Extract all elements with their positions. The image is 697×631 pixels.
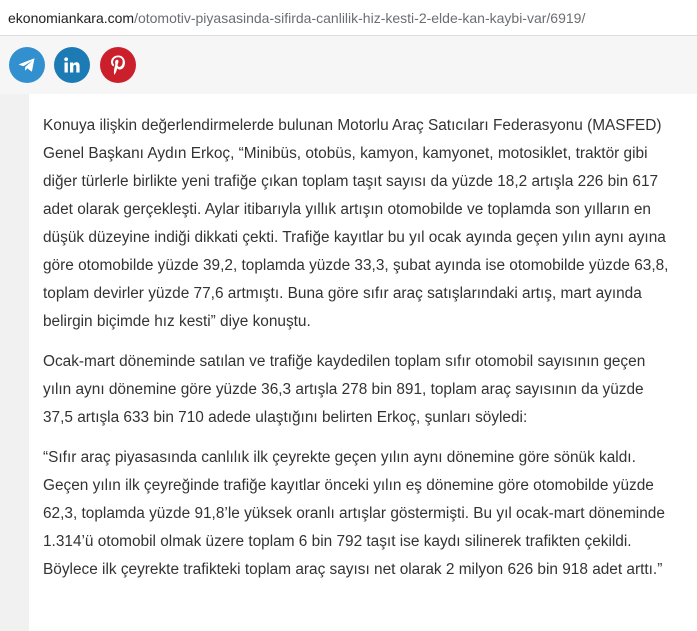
linkedin-icon: [64, 57, 80, 73]
article-paragraph: “Sıfır araç piyasasında canlılık ilk çeyrekte geçen yılın aynı dönemine göre sönük kaldı. Geçen yılın ilk çeyreğinde trafiğe kayıtlar önceki yılın eş dönemine göre otomobilde yüzde 62,3, toplamda yüzde 91,8’le yüksek oranlı artışlar göstermişti. Bu yıl ocak-mart döneminde 1.314’ü otomobil olmak üzere toplam 6 bin 792 taşıt ise kaydı silinerek trafikten çekildi. Böylece ilk çeyrekte trafikteki toplam araç sayısı net olarak 2 milyon 626 bin 918 adet arttı.”: [43, 449, 665, 578]
article-paragraph: Ocak-mart döneminde satılan ve trafiğe kaydedilen toplam sıfır otomobil sayısının geçen yılın aynı dönemine göre yüzde 36,3 artışla 278 bin 891, toplam araç sayısının da yüzde 37,5 artışla 633 bin 710 adede ulaştığını belirten Erkoç, şunları söyledi:: [43, 353, 646, 426]
article-body: [29, 94, 697, 631]
page-gutter: [0, 94, 29, 631]
telegram-share-button[interactable]: [9, 47, 45, 83]
share-bar: [0, 36, 697, 94]
pinterest-icon: [110, 55, 126, 75]
article-paragraph: Konuya ilişkin değerlendirmelerde bulunan Motorlu Araç Satıcıları Federasyonu (MASFED) Genel Başkanı Aydın Erkoç, “Minibüs, otobüs, kamyon, kamyonet, motosiklet, traktör gibi diğer türlerle birlikte yeni trafiğe çıkan toplam taşıt sayısı da yüzde 18,2 artışla 226 bin 617 adet olarak gerçekleşti. Aylar itibarıyla yıllık artışın otomobilde ve toplamda son yılların en düşük düzeyine indiği dikkati çekti. Trafiğe kayıtlar bu yıl ocak ayında geçen yılın aynı ayına göre otomobilde yüzde 39,2, toplamda yüzde 33,3, şubat ayında ise otomobilde yüzde 63,8, toplam devirler yüzde 77,6 artmıştı. Buna göre sıfır araç satışlarındaki artış, mart ayında belirgin biçimde hız kesti” diye konuştu.: [43, 117, 669, 330]
telegram-icon: [18, 57, 36, 73]
url-domain: ekonomiankara.com: [8, 9, 135, 26]
address-bar[interactable]: [0, 0, 697, 36]
url-path: /otomotiv-piyasasinda-sifirda-canlilik-hiz-kesti-2-elde-kan-kaybi-var/6919/: [134, 9, 586, 26]
pinterest-share-button[interactable]: [100, 47, 136, 83]
linkedin-share-button[interactable]: [54, 47, 90, 83]
